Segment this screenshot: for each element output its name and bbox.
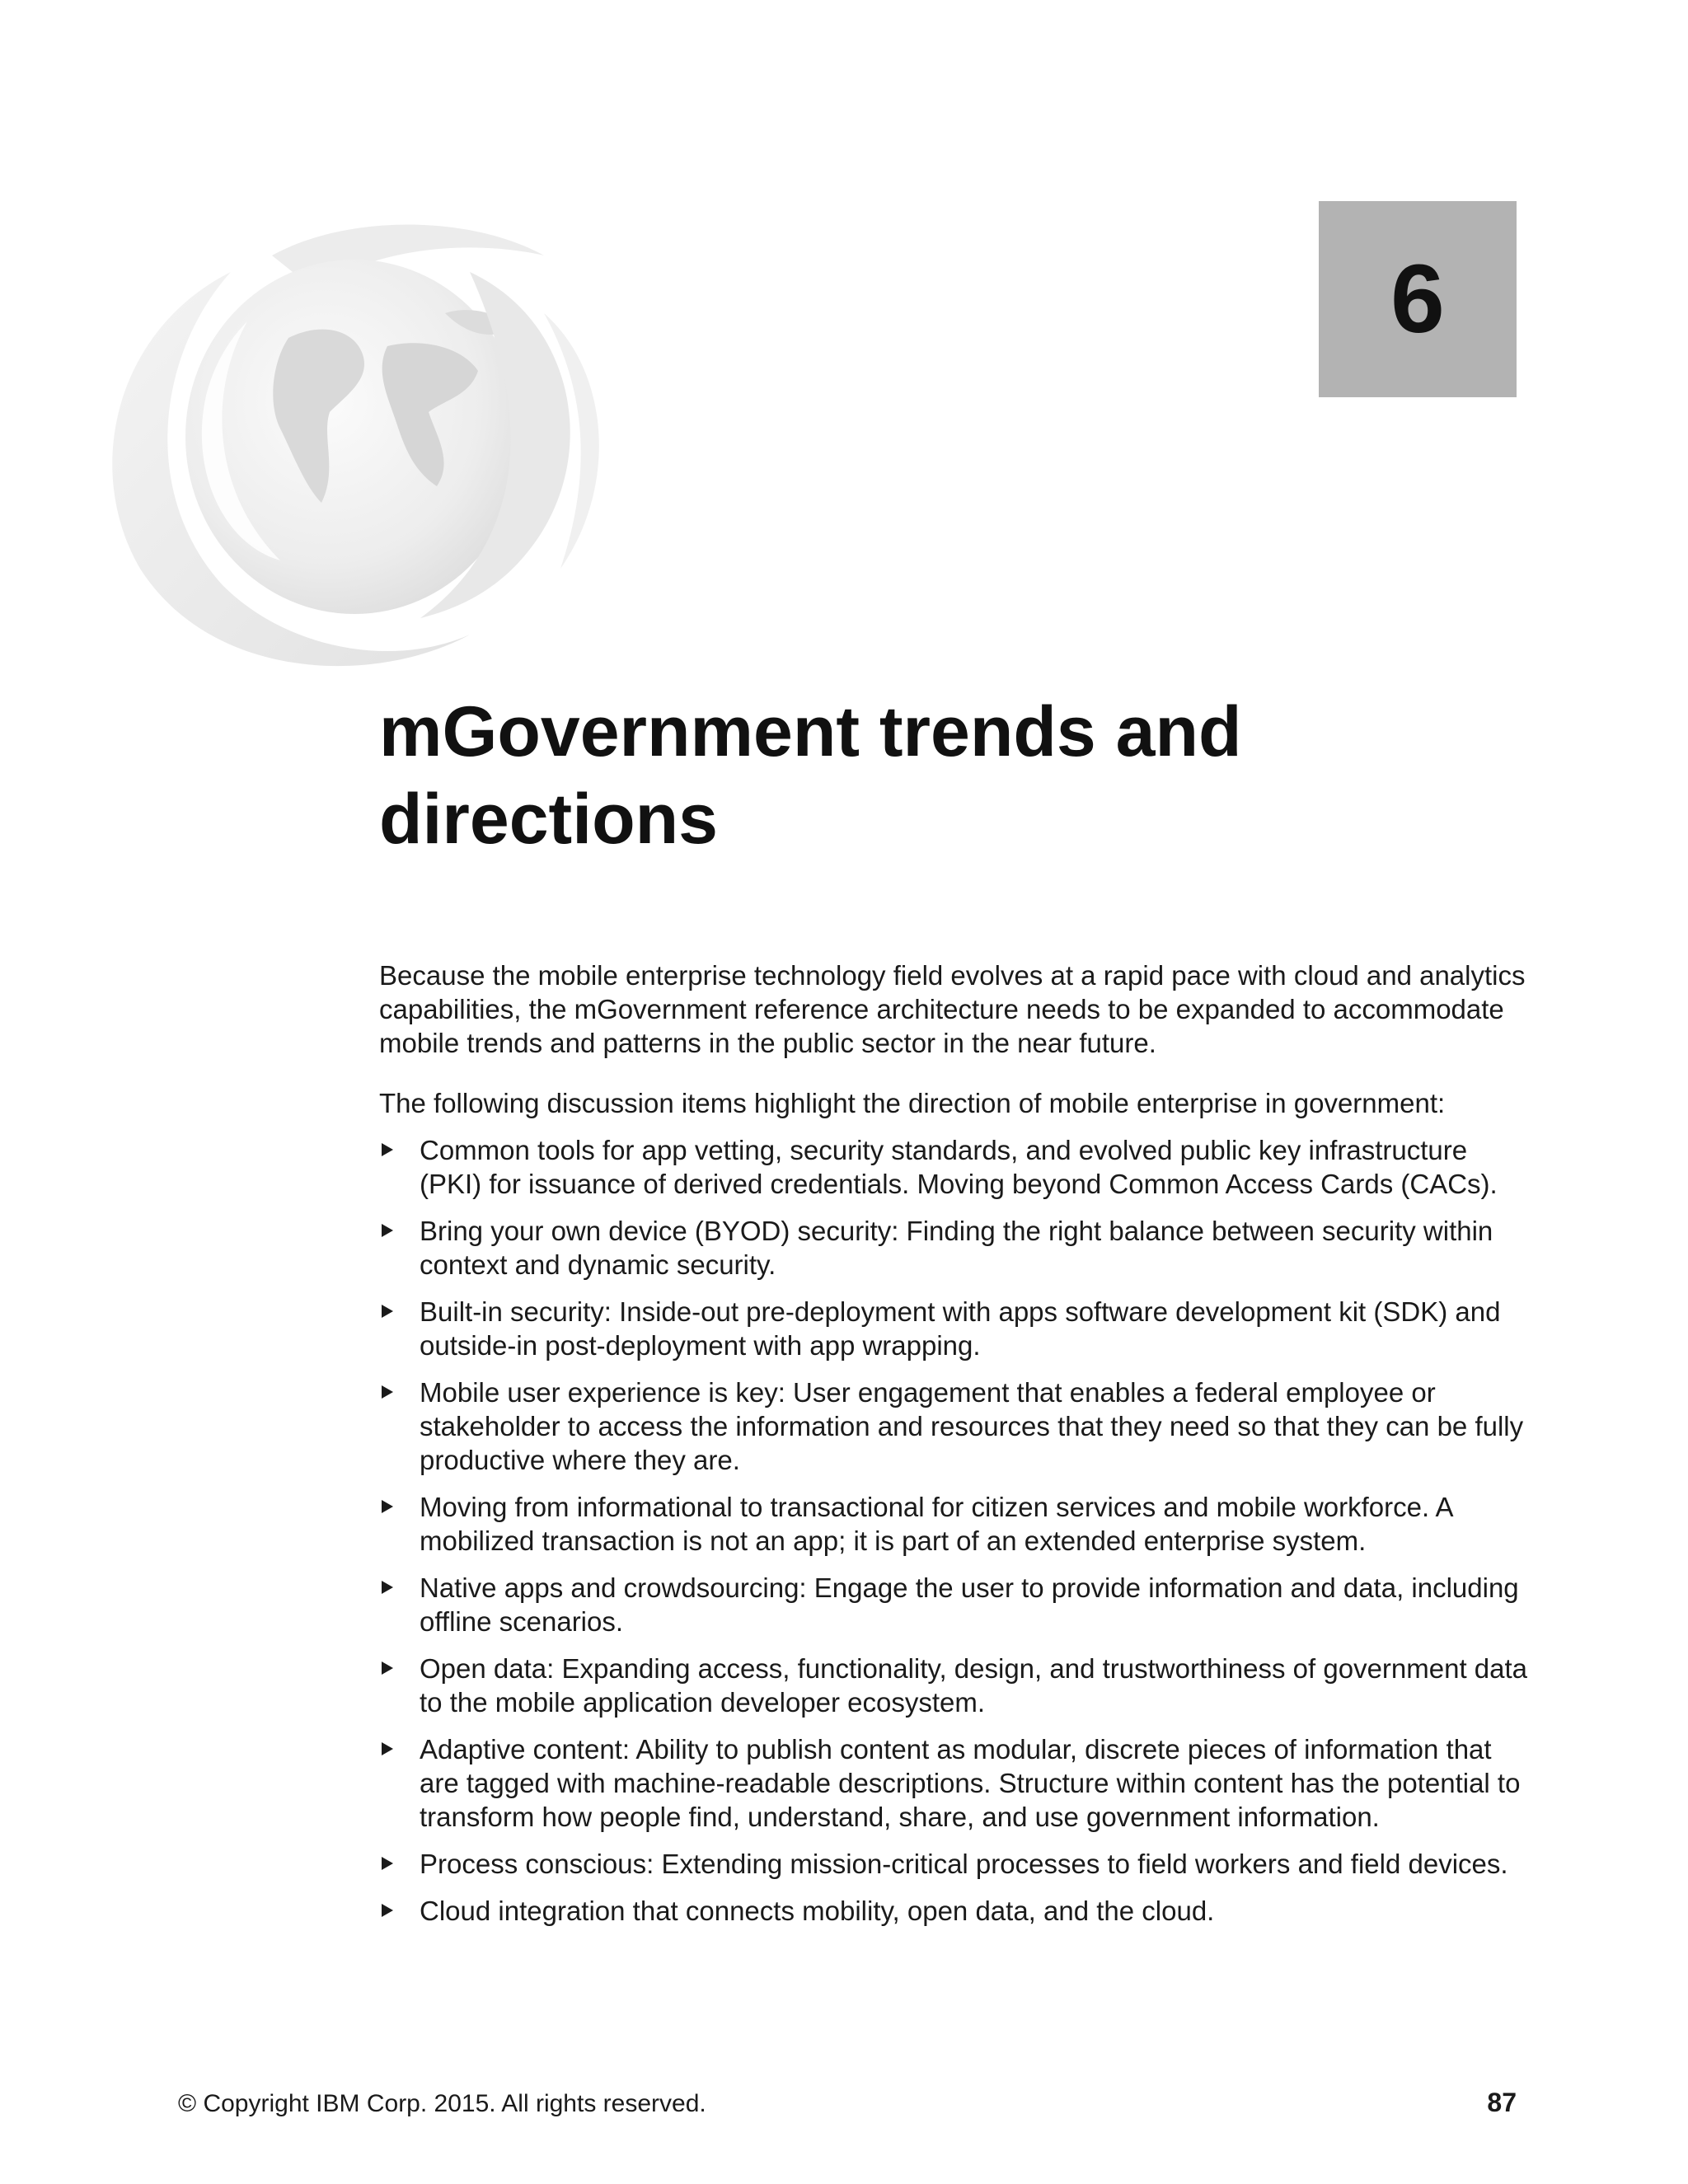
bullet-triangle-icon (382, 1500, 393, 1513)
list-item (379, 1214, 1533, 1282)
list-item-text: Built-in security: Inside-out pre-deployment with apps software development kit (SDK) and outside-in post-deployment with app wrapping. (420, 1296, 1501, 1361)
bullet-triangle-icon (382, 1857, 393, 1870)
list-item (379, 1376, 1533, 1477)
chapter-title: mGovernment trends and directions (379, 692, 1242, 859)
bullet-triangle-icon (382, 1581, 393, 1594)
list-item (379, 1894, 1533, 1928)
list-item-text: Cloud integration that connects mobility, open data, and the cloud. (420, 1896, 1215, 1926)
list-item (379, 1732, 1533, 1834)
list-item-text: Adaptive content: Ability to publish content as modular, discrete pieces of information that are tagged with machine-readable descriptions. Structure within content has the potential to transform how people find, understand, share, and use government information. (420, 1734, 1521, 1832)
list-item-text: Native apps and crowdsourcing: Engage the user to provide information and data, including offline scenarios. (420, 1572, 1519, 1637)
bullet-triangle-icon (382, 1143, 393, 1156)
bullet-triangle-icon (382, 1661, 393, 1675)
list-item (379, 1847, 1533, 1881)
list-item-text: Common tools for app vetting, security standards, and evolved public key infrastructure (PKI) for issuance of derived credentials. Moving beyond Common Access Cards (CACs). (420, 1135, 1498, 1199)
bullet-triangle-icon (382, 1742, 393, 1755)
list-item-text: Open data: Expanding access, functionality, design, and trustworthiness of government data to the mobile application developer ecosystem. (420, 1653, 1528, 1718)
bullet-triangle-icon (382, 1224, 393, 1237)
list-item-text: Bring your own device (BYOD) security: Finding the right balance between security within context and dynamic security. (420, 1216, 1493, 1280)
chapter-body (379, 958, 1533, 1941)
list-item (379, 1295, 1533, 1362)
list-item-text: Moving from informational to transactional for citizen services and mobile workforce. A mobilized transaction is not an app; it is part of an extended enterprise system. (420, 1492, 1452, 1556)
lead-in-paragraph: The following discussion items highlight the direction of mobile enterprise in government: (379, 1088, 1446, 1118)
bullet-triangle-icon (382, 1904, 393, 1917)
page-number: 87 (1487, 2088, 1517, 2117)
footer-copyright: © Copyright IBM Corp. 2015. All rights reserved. (178, 2090, 706, 2117)
globe-swirl-graphic (82, 223, 676, 684)
list-item (379, 1571, 1533, 1638)
bullet-triangle-icon (382, 1385, 393, 1399)
list-item-text: Mobile user experience is key: User engagement that enables a federal employee or stakeholder to access the information and resources that they need so that they can be fully productive where they are. (420, 1377, 1524, 1475)
chapter-number-box (1319, 201, 1517, 397)
list-item (379, 1133, 1533, 1201)
bullet-triangle-icon (382, 1305, 393, 1318)
list-item-text: Process conscious: Extending mission-critical processes to field workers and field devices. (420, 1849, 1508, 1879)
intro-paragraph: Because the mobile enterprise technology field evolves at a rapid pace with cloud and analytics capabilities, the mGovernment reference architecture needs to be expanded to accommodate mobile trends and patterns in the public sector in the near future. (379, 960, 1526, 1058)
list-item (379, 1652, 1533, 1719)
list-item (379, 1490, 1533, 1558)
trends-list (379, 1133, 1533, 1928)
chapter-number: 6 (1390, 245, 1445, 354)
